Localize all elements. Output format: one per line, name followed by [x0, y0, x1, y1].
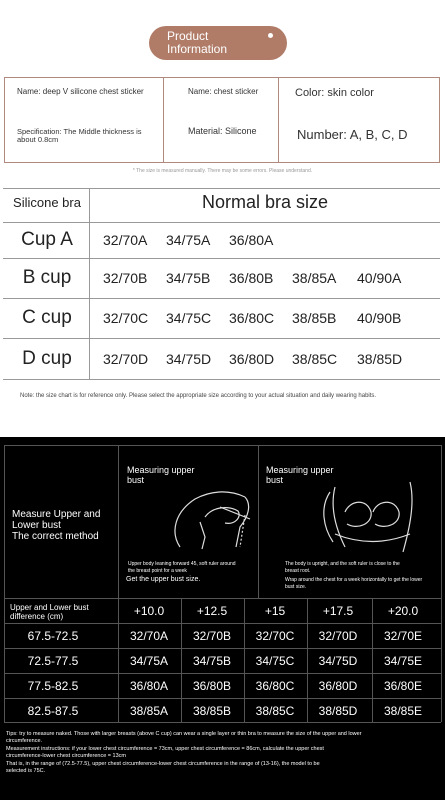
diff-header-cell: +12.5 [196, 604, 228, 618]
lower-bust-range: 67.5-72.5 [27, 629, 79, 643]
product-information-badge [149, 26, 287, 60]
diff-size-cell: 34/75C [255, 654, 295, 668]
bra-size-cell: 34/75A [166, 232, 211, 248]
bra-size-cell: 32/70B [103, 270, 148, 286]
table-border [3, 298, 440, 299]
fig2-caption-3: Wrap around the chest for a week horizontally to get the lower [285, 577, 423, 583]
bra-size-cell: 38/85C [292, 350, 338, 367]
grid-line [4, 722, 441, 723]
info-divider [163, 78, 164, 162]
measure-title-1: Measure Upper and [12, 509, 101, 520]
diff-size-cell: 38/85E [383, 704, 423, 718]
fig1-title-1: Measuring upper [127, 465, 195, 475]
lower-bust-range: 72.5-77.5 [27, 654, 79, 668]
tips-line-1: Tips: try to measure naked. Those with larger breasts (above C cup) can wear a single layer or thin bra to measure the size of the upper and lower [6, 731, 362, 737]
grid-line [4, 445, 5, 598]
bra-size-cell: 36/80C [229, 310, 275, 326]
grid-line [4, 445, 441, 446]
grid-line [441, 598, 442, 722]
table-border [3, 258, 440, 259]
size-chart-note: Note: the size chart is for reference only. Please select the appropriate size according to your actual situation and daily wearing habits. [20, 393, 377, 399]
bra-size-cell: 34/75C [166, 310, 212, 326]
cup-label: Cup A [21, 229, 73, 250]
grid-line [118, 445, 119, 598]
diff-header-label-2: difference (cm) [10, 612, 64, 621]
diff-size-cell: 34/75A [129, 654, 169, 668]
cup-label: B cup [22, 267, 72, 288]
tips-line-6: selected is 75C. [6, 768, 46, 774]
bra-size-cell: 36/80D [229, 350, 275, 367]
normal-bra-size-header: Normal bra size [201, 192, 329, 212]
diff-size-cell: 36/80D [318, 679, 358, 693]
measure-title-3: The correct method [12, 531, 99, 542]
diff-header-cell: +10.0 [133, 604, 165, 618]
fig2-caption-4: bust size. [285, 584, 307, 590]
diff-size-cell: 38/85A [129, 704, 169, 718]
diff-size-cell: 38/85D [318, 704, 358, 718]
badge-title-line2: Information [167, 42, 228, 56]
bra-size-cell: 32/70A [103, 232, 148, 248]
bra-size-cell: 32/70D [103, 350, 149, 367]
bra-size-cell: 34/75D [166, 350, 212, 367]
diff-size-cell: 32/70E [383, 629, 423, 643]
diff-size-cell: 34/75E [383, 654, 423, 668]
grid-line [4, 598, 441, 599]
cup-label: C cup [22, 307, 72, 328]
bra-size-cell: 40/90A [357, 270, 402, 286]
lower-bust-range: 77.5-82.5 [27, 679, 79, 693]
bra-size-cell: 38/85D [357, 350, 403, 367]
fig2-title-2: bust [266, 475, 284, 485]
cup-label: D cup [22, 347, 72, 369]
diff-size-cell: 36/80C [255, 679, 295, 693]
fig1-caption-2: the breast point for a week [128, 568, 187, 574]
dot-icon [268, 33, 273, 38]
tips-line-4: circumference-lower chest circumference = 13cm [6, 753, 126, 759]
diff-size-cell: 32/70A [129, 629, 169, 643]
table-border [3, 222, 440, 223]
fig1-title-2: bust [127, 475, 145, 485]
lower-bust-range: 82.5-87.5 [27, 704, 79, 718]
grid-line [4, 598, 5, 722]
diff-size-cell: 38/85B [192, 704, 232, 718]
measure-title-2: Lower bust [12, 520, 61, 531]
badge-title-line1: Product [167, 29, 209, 43]
tips-line-2: circumference. [6, 738, 43, 744]
tips-line-5: That is, in the range of (72.5-77.5), upper chest circumference-lower chest circumference in the range of (13-16), the model to be [6, 761, 320, 767]
grid-line [441, 445, 442, 598]
measure-note: * The size is measured manually. There may be some errors. Please understand. [132, 168, 313, 174]
fig2-title-1: Measuring upper [266, 465, 334, 475]
tips-line-3: Measurement instructions: if your lower chest circumference = 73cm, upper chest circumference = 86cm, calculate the upper chest [6, 746, 324, 752]
diff-header-cell: +15 [264, 604, 286, 618]
product-material: Material: Silicone [188, 126, 257, 136]
diff-size-cell: 36/80B [192, 679, 232, 693]
diff-size-cell: 32/70D [318, 629, 358, 643]
table-border [3, 338, 440, 339]
grid-line [4, 673, 441, 674]
diff-size-cell: 34/75D [318, 654, 358, 668]
bra-size-cell: 36/80A [229, 232, 274, 248]
diff-header-cell: +20.0 [387, 604, 419, 618]
product-info-box [4, 77, 440, 163]
bra-size-cell: 38/85B [292, 310, 337, 326]
diff-size-cell: 32/70C [255, 629, 295, 643]
product-color: Color: skin color [295, 87, 374, 99]
grid-line [4, 698, 441, 699]
diff-size-cell: 32/70B [192, 629, 232, 643]
fig1-caption-3: Get the upper bust size. [126, 576, 201, 583]
diff-size-cell: 34/75B [192, 654, 232, 668]
diff-header-cell: +17.5 [322, 604, 354, 618]
bra-size-cell: 32/70C [103, 310, 149, 326]
diff-size-cell: 36/80A [129, 679, 169, 693]
diff-size-cell: 36/80E [383, 679, 423, 693]
grid-line [4, 648, 441, 649]
bra-size-cell: 36/80B [229, 270, 274, 286]
product-specification: Specification: The Middle thickness is about 0.8cm [17, 127, 142, 144]
bra-size-cell: 40/90B [357, 310, 402, 326]
fig1-caption-1: Upper body leaning forward 45, soft ruler around [128, 561, 236, 567]
measurement-guide [0, 437, 445, 800]
upper-bust-leaning-illustration [150, 477, 260, 557]
diff-size-cell: 38/85C [255, 704, 295, 718]
bra-size-cell: 34/75B [166, 270, 211, 286]
product-name-short: Name: chest sticker [188, 87, 259, 96]
info-divider [278, 78, 279, 162]
product-name: Name: deep V silicone chest sticker [17, 87, 144, 96]
fig2-caption-2: breast root. [285, 568, 311, 574]
silicone-bra-header: Silicone bra [13, 195, 81, 210]
diff-header-label-1: Upper and Lower bust [10, 603, 89, 612]
bra-size-cell: 38/85A [292, 270, 337, 286]
table-border [3, 188, 440, 189]
table-border [3, 379, 440, 380]
lower-bust-upright-illustration [315, 472, 425, 562]
grid-line [4, 623, 441, 624]
fig2-caption-1: The body is upright, and the soft ruler is close to the [285, 561, 400, 567]
product-number: Number: A, B, C, D [297, 127, 408, 142]
